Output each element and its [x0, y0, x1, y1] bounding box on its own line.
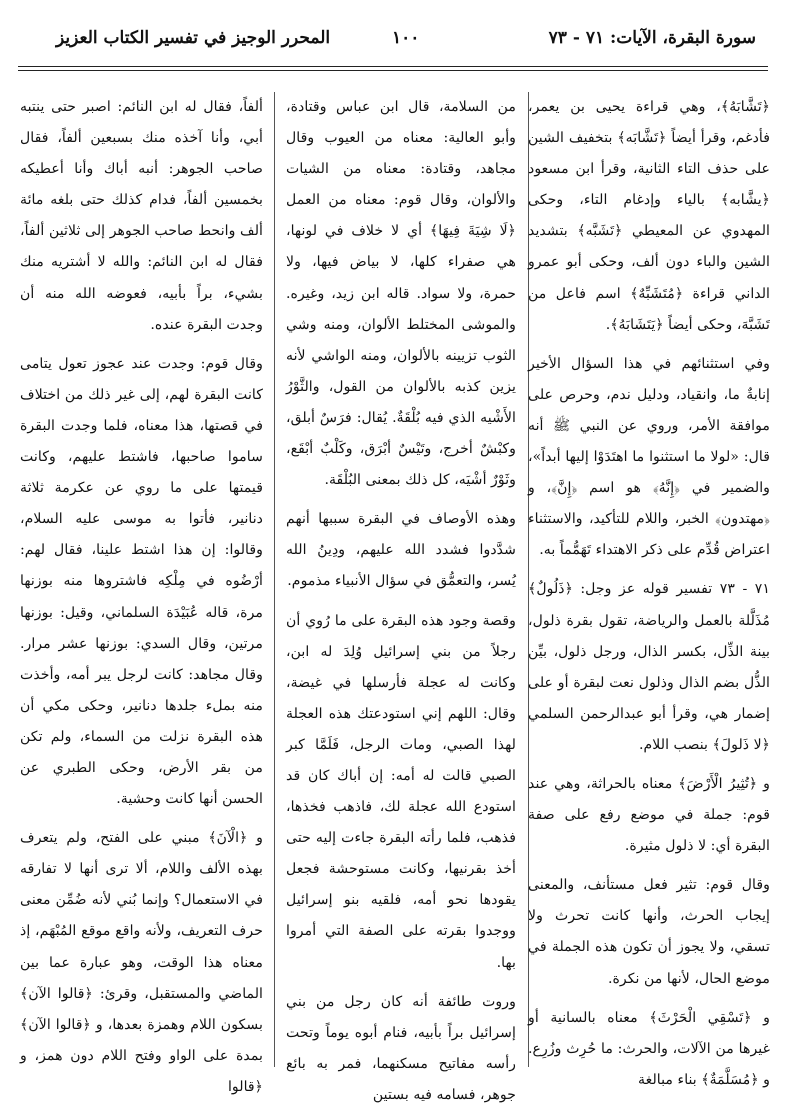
- paragraph: و ﴿تُثِيرُ الْأَرْضَ﴾ معناه بالحراثة، وهي عند قوم: جملة في موضع رفع على صفة البقرة أي: لا ذلول مثيرة.: [528, 775, 770, 855]
- column-divider: [274, 92, 275, 1067]
- header-rule-top: [18, 66, 768, 67]
- paragraph: وقصة وجود هذه البقرة على ما رُوي أن رجلاً من بني إسرائيل وُلِدَ له ابن، وكانت له عجلة فأرسلها في غيضة، وقال: اللهم إني استودعتك هذه العجلة لهذا الصبي، ومات الرجل، فَلَمَّا كبر الصبي قالت له أمه: إن أباك كان قد استودع الله عجلة لك، فاذهب فخذها، فذهب، فلما رأته البقرة جاءت إليه حتى أخذ بقرنيها، وكانت مستوحشة فجعل يقودها نحو أمه، فلقيه بنو إسرائيل ووجدوا بقرته على الصفة التي أمروا بها.: [286, 612, 516, 971]
- paragraph: و ﴿تَسْقِي الْحَرْثَ﴾ معناه بالسانية أو غيرها من الآلات، والحرث: ما حُرِث وزُرِع. و ﴿مُسَلَّمَةٌ﴾ بناء مبالغة: [528, 1009, 770, 1088]
- text-column-left: [20, 92, 263, 1095]
- page-header: [20, 28, 768, 62]
- paragraph: ٧١ - ٧٣ تفسير قوله عز وجل: ﴿ذَلُولٌ﴾ مُذَلَّلة بالعمل والرياضة، تقول بقرة ذلول، بينة الذِّل، بكسر الذال، ورجل ذلول، بيِّن الذُّل بضم الذال وذلول نعت لبقرة أو على إضمار هي، وقرأ أبو عبدالرحمن السلمي ﴿لا ذَلولَ﴾ بنصب اللام.: [528, 581, 770, 753]
- paragraph: ﴿تَشَّابَهُ﴾، وهي قراءة يحيى بن يعمر، فأدغم، وقرأ أيضاً ﴿تَشَّابَه﴾ بتخفيف الشين على حذف التاء الثانية، وقرأ ابن مسعود ﴿يشَّابه﴾ بالياء وإدغام التاء، وحكى المهدوي عن المعيطي ﴿تَشَبَّه﴾ بتشديد الشين والباء دون ألف، وحكى أبو عمرو الداني قراءة ﴿مُتَشَبِّهٌ﴾ اسم فاعل من تَشَبَّهَ، وحكى أيضاً ﴿يَتَشَابَهُ﴾.: [528, 99, 770, 333]
- text-column-right: [528, 92, 770, 1088]
- paragraph: وقال قوم: تثير فعل مستأنف، والمعنى إيجاب الحرث، وأنها كانت تحرث ولا تسقي، ولا يجوز أن تكون هذه الجملة في موضع الحال، لأنها من نكرة.: [528, 877, 770, 987]
- paragraph: من السلامة، قال ابن عباس وقتادة، وأبو العالية: معناه من العيوب وقال مجاهد، وقتادة: معناه من الشيات والألوان، وقال قوم: معناه من العمل ﴿لَا شِيَةَ فِيهَا﴾ أي لا خلاف في لونها، هي صفراء كلها، لا بياض فيها، ولا حمرة، ولا سواد. قاله ابن زيد، وغيره. والموشى المختلط الألوان، ومنه وشي الثوب تزيينه بالألوان، ومنه الواشي لأنه يزين كذبه بالألوان من القول، والثَّوْرُ الأَشْيه الذي فيه بُلْقَةٌ. يُقال: فرَسٌ أبلق، وكبْشٌ أخرج، وتَيْسٌ أبْرَق، وكَلْبٌ أبْقَع، وثَوْرٌ أشْيَه، كل ذلك بمعنى البُلْقَة.: [286, 99, 516, 489]
- paragraph: وقال قوم: وجدت عند عجوز تعول يتامى كانت البقرة لهم، إلى غير ذلك من اختلاف في قصتها، هذا معناه، فلما وجدت البقرة ساموا صاحبها، فاشتط عليهم، وكانت قيمتها على ما روي عن عكرمة ثلاثة دنانير، فأتوا به موسى عليه السلام، وقالوا: إن هذا اشتط علينا، فقال لهم: أرْضُوه في مِلْكِه فاشتروها منه بوزنها مرة، قاله عُبَيْدَة السلماني، وقيل: بوزنها مرتين، وقال السدي: بوزنها عشر مرار. وقال مجاهد: كانت لرجل يبر أمه، وأخذت منه بملء جلدها دنانير، وحكى مكي أن هذه البقرة نزلت من السماء، ولم تكن من بقر الأرض، وحكى الطبري عن الحسن أنها كانت وحشية.: [20, 355, 263, 808]
- book-title: المحرر الوجيز في تفسير الكتاب العزيز: [56, 28, 331, 48]
- header-rule-bottom: [18, 70, 768, 71]
- page-number: ١٠٠: [392, 28, 420, 48]
- paragraph: ألفاً، فقال له ابن النائم: اصبر حتى ينتبه أبي، وأنا آخذه منك بسبعين ألفاً، فقال صاحب الجوهر: أنبه أباك وأنا أعطيكه بخمسين ألفاً، فدام كذلك حتى بلغه مائة ألف وانحط صاحب الجوهر إلى ثلاثين ألفاً، فقال له ابن النائم: والله لا أشتريه منك بشيء، براً بأبيه، فعوضه الله منه أن وجدت البقرة عنده.: [20, 99, 263, 333]
- paragraph: وفي استثنائهم في هذا السؤال الأخير إنابةٌ ما، وانقياد، ودليل ندم، وحرص على موافقة الأمر، وروي عن النبي ﷺ أنه قال: «لولا ما استثنوا ما اهتَدَوْا إليها أبداً»، والضمير في ﴿إِنَّهُ﴾ هو اسم ﴿إِنَّ﴾، و ﴿مهتدون﴾ الخبر، واللام للتأكيد، والاستثناء اعتراض قُدِّم على ذكر الاهتداء تَهَمُّماً به.: [528, 355, 770, 559]
- paragraph: و ﴿الْآنَ﴾ مبني على الفتح، ولم يتعرف بهذه الألف واللام، ألا ترى أنها لا تفارقه في الاستعمال؟ وإنما بُني لأنه ضُمِّن معنى حرف التعريف، ولأنه واقع موقع المُبْهَم، إذ معناه هذا الوقت، وهو عبارة عما بين الماضي والمستقبل، وقرئ: ﴿قالوا الآن﴾ بسكون اللام وهمزة بعدها، و ﴿قالوا الآن﴾ بمدة على الواو وفتح اللام دون همز، و ﴿قالوا: [20, 830, 263, 1095]
- paragraph: وروت طائفة أنه كان رجل من بني إسرائيل براً بأبيه، فنام أبوه يوماً وتحت رأسه مفاتيح مسكنهما، فمر به بائع جوهر، فسامه فيه بستين: [286, 993, 516, 1103]
- paragraph: وهذه الأوصاف في البقرة سببها أنهم شدَّدوا فشدد الله عليهم، ودِينُ الله يُسر، والتعمُّق في سؤال الأنبياء مذموم.: [286, 511, 516, 590]
- text-column-middle: [286, 92, 516, 1103]
- surah-range: سورة البقرة، الآيات: ٧١ - ٧٣: [548, 28, 756, 48]
